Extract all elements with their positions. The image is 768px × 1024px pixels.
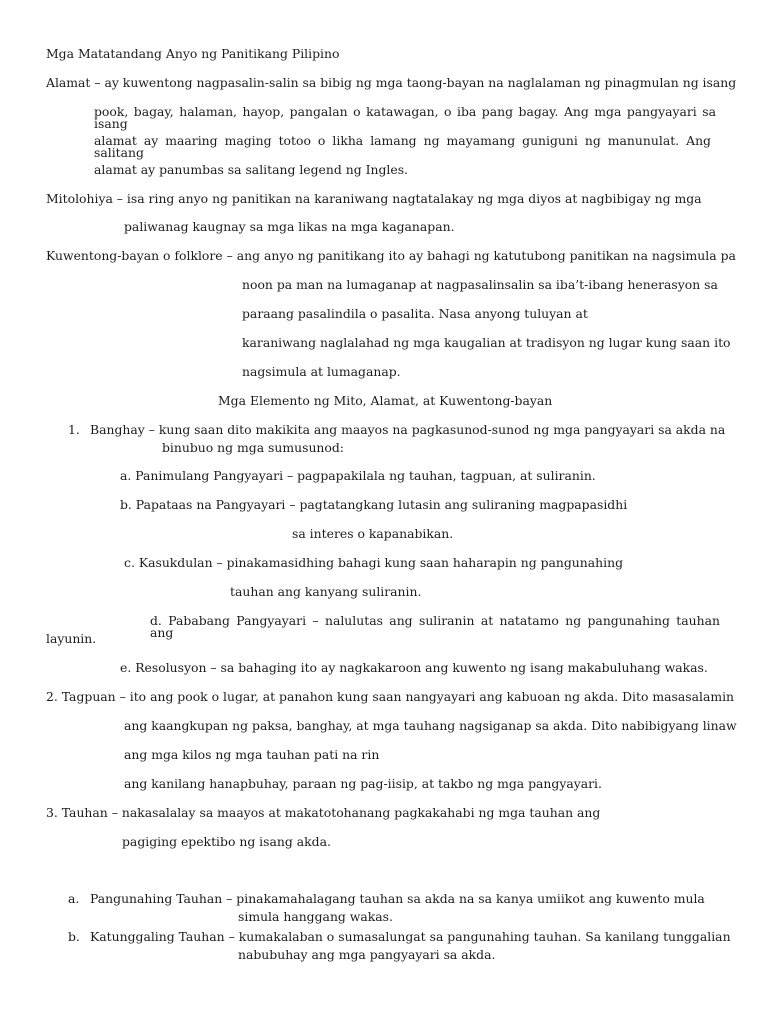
banghay-item-b-line-1: b. Papataas na Pangyayari – pagtatangkang lutasin ang suliraning magpapasidhi	[120, 497, 628, 512]
banghay-number: 1.	[68, 422, 80, 437]
mitolohiya-line-1: Mitolohiya – isa ring anyo ng panitikan na karaniwang nagtatalakay ng mga diyos at nagbibigay ng mga	[46, 191, 702, 206]
tagpuan-line-2: ang kaangkupan ng paksa, banghay, at mga tauhang nagsiganap sa akda. Dito nabibigyang linaw	[124, 718, 737, 733]
banghay-item-d-line-1: d. Pababang Pangyayari – nalulutas ang suliranin at natatamo ng pangunahing tauhan ang	[150, 613, 720, 641]
tauhan-type-b-line-1: Katunggaling Tauhan – kumakalaban o sumasalungat sa pangunahing tauhan. Sa kanilang tunggalian	[90, 929, 731, 944]
tauhan-line-2: pagiging epektibo ng isang akda.	[122, 834, 331, 849]
tauhan-line-1: 3. Tauhan – nakasalalay sa maayos at makatotohanang pagkakahabi ng mga tauhan ang	[46, 805, 601, 820]
tagpuan-line-1: 2. Tagpuan – ito ang pook o lugar, at panahon kung saan nangyayari ang kabuoan ng akda. Dito masasalamin	[46, 689, 735, 704]
page-title: Mga Matatandang Anyo ng Panitikang Pilipino	[46, 46, 340, 61]
banghay-item-c-line-2: tauhan ang kanyang suliranin.	[230, 584, 422, 599]
tauhan-type-b-label: b.	[68, 929, 80, 944]
banghay-item-e: e. Resolusyon – sa bahaging ito ay nagkakaroon ang kuwento ng isang makabuluhang wakas.	[120, 660, 708, 675]
kuwentong-bayan-line-5: nagsimula at lumaganap.	[242, 364, 401, 379]
tauhan-type-a-line-2: simula hanggang wakas.	[238, 909, 393, 924]
kuwentong-bayan-line-2: noon pa man na lumaganap at nagpasalinsalin sa iba’t-ibang henerasyon sa	[242, 277, 718, 292]
tauhan-type-b-line-2: nabubuhay ang mga pangyayari sa akda.	[238, 947, 496, 962]
banghay-line-1: Banghay – kung saan dito makikita ang maayos na pagkasunod-sunod ng mga pangyayari sa akda na	[90, 422, 726, 437]
tagpuan-line-4: ang kanilang hanapbuhay, paraan ng pag-iisip, at takbo ng mga pangyayari.	[124, 776, 602, 791]
banghay-item-c-line-1: c. Kasukdulan – pinakamasidhing bahagi kung saan haharapin ng pangunahing	[124, 555, 624, 570]
kuwentong-bayan-line-3: paraang pasalindila o pasalita. Nasa anyong tuluyan at	[242, 306, 588, 321]
banghay-item-b-line-2: sa interes o kapanabikan.	[292, 526, 454, 541]
tagpuan-line-3: ang mga kilos ng mga tauhan pati na rin	[124, 747, 380, 762]
elements-heading: Mga Elemento ng Mito, Alamat, at Kuwentong-bayan	[218, 393, 553, 408]
tauhan-type-a-line-1: Pangunahing Tauhan – pinakamahalagang tauhan sa akda na sa kanya umiikot ang kuwento mula	[90, 891, 705, 906]
banghay-item-d-line-2: layunin.	[46, 631, 97, 646]
alamat-line-2: pook, bagay, halaman, hayop, pangalan o katawagan, o iba pang bagay. Ang mga pangyayari sa isang	[94, 104, 716, 132]
banghay-line-2: binubuo ng mga sumusunod:	[162, 440, 344, 455]
alamat-line-1: Alamat – ay kuwentong nagpasalin-salin sa bibig ng mga taong-bayan na naglalaman ng pinagmulan ng isang	[46, 75, 737, 90]
tauhan-type-a-label: a.	[68, 891, 80, 906]
mitolohiya-line-2: paliwanag kaugnay sa mga likas na mga kaganapan.	[124, 219, 455, 234]
alamat-line-3: alamat ay maaring maging totoo o likha lamang ng mayamang guniguni ng manunulat. Ang salitang	[94, 133, 711, 161]
kuwentong-bayan-line-4: karaniwang naglalahad ng mga kaugalian at tradisyon ng lugar kung saan ito	[242, 335, 731, 350]
alamat-line-4: alamat ay panumbas sa salitang legend ng Ingles.	[94, 162, 408, 177]
banghay-item-a: a. Panimulang Pangyayari – pagpapakilala ng tauhan, tagpuan, at suliranin.	[120, 468, 596, 483]
kuwentong-bayan-line-1: Kuwentong-bayan o folklore – ang anyo ng panitikang ito ay bahagi ng katutubong panitikan na nagsimula pa	[46, 248, 736, 263]
